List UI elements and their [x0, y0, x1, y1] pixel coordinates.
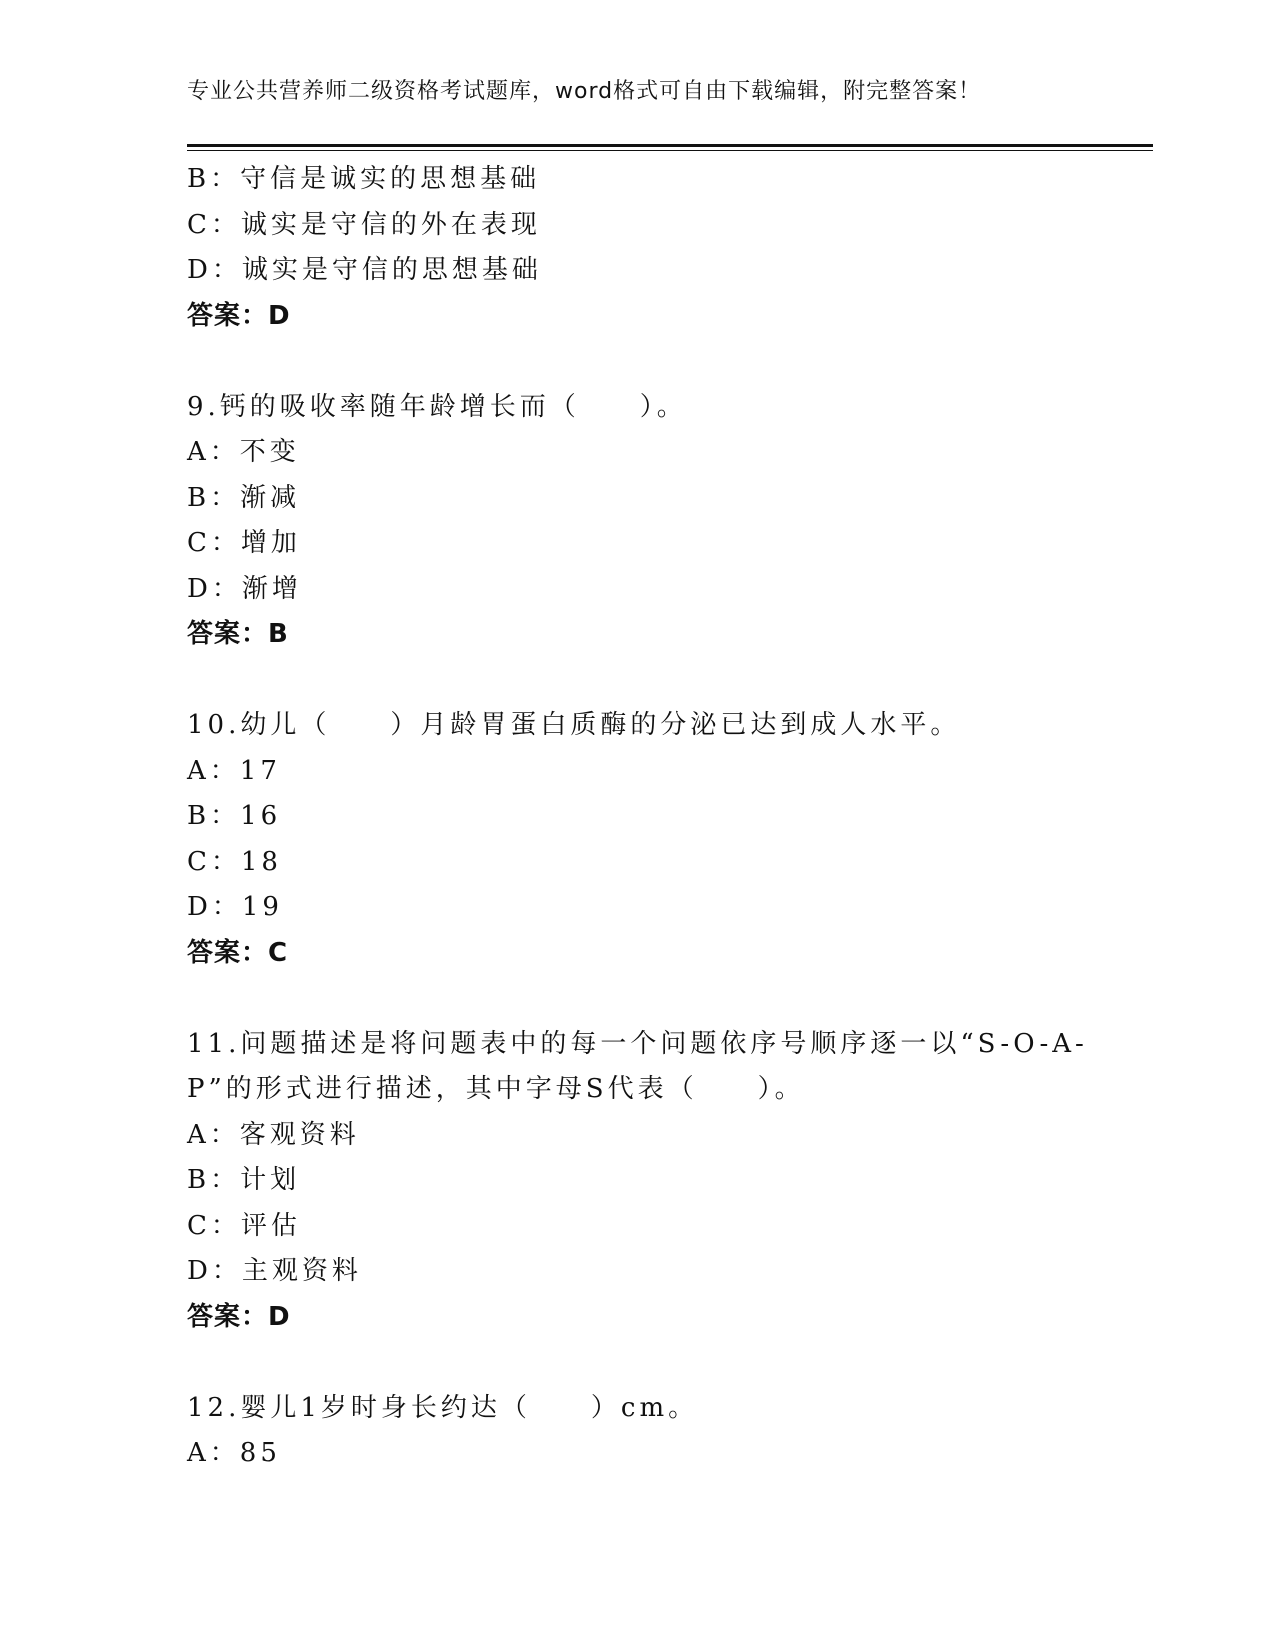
spacer: [187, 339, 1087, 385]
q10-option-a: A：17: [187, 755, 281, 786]
q8-option-c: C：诚实是守信的外在表现: [187, 209, 541, 240]
q10-answer: 答案：C: [187, 937, 289, 968]
q10-question: 10.幼儿（ ）月龄胃蛋白质酶的分泌已达到成人水平。: [187, 710, 961, 740]
page-header: 专业公共营养师二级资格考试题库，word格式可自由下载编辑，附完整答案！: [187, 79, 982, 104]
q10-option-c: C：18: [187, 846, 282, 877]
q11-question-line2: P”的形式进行描述，其中字母S代表（ ）。: [187, 1074, 805, 1104]
header-rule-thick: [187, 144, 1153, 147]
spacer: [187, 976, 1087, 1022]
q9-answer: 答案：B: [187, 619, 289, 649]
q8-answer: 答案：D: [187, 300, 291, 331]
q9-option-c: C：增加: [187, 528, 301, 558]
spacer: [187, 1340, 1087, 1386]
q11-option-d: D：主观资料: [187, 1256, 362, 1286]
q11-question-line1: 11.问题描述是将问题表中的每一个问题依序号顺序逐一以“S-O-A-: [187, 1028, 1088, 1059]
q11-option-a: A：客观资料: [187, 1119, 360, 1150]
q9-question: 9.钙的吸收率随年龄增长而（ ）。: [187, 391, 687, 422]
q11-option-c: C：评估: [187, 1210, 301, 1241]
q9-option-b: B：渐减: [187, 482, 301, 513]
q11-answer: 答案：D: [187, 1301, 291, 1332]
spacer: [187, 658, 1087, 704]
q10-option-d: D：19: [187, 892, 283, 922]
q10-option-b: B：16: [187, 801, 282, 831]
question-list: [187, 157, 1087, 1477]
q11-option-b: B：计划: [187, 1165, 301, 1195]
q9-option-a: A：不变: [187, 437, 300, 467]
q12-option-a: A：85: [187, 1438, 281, 1468]
q8-option-d: D：诚实是守信的思想基础: [187, 255, 542, 285]
q8-option-b: B：守信是诚实的思想基础: [187, 164, 541, 194]
q12-question: 12.婴儿1岁时身长约达（ ）cm。: [187, 1392, 699, 1423]
header-rule-thin: [187, 150, 1153, 151]
q9-option-d: D：渐增: [187, 573, 302, 604]
